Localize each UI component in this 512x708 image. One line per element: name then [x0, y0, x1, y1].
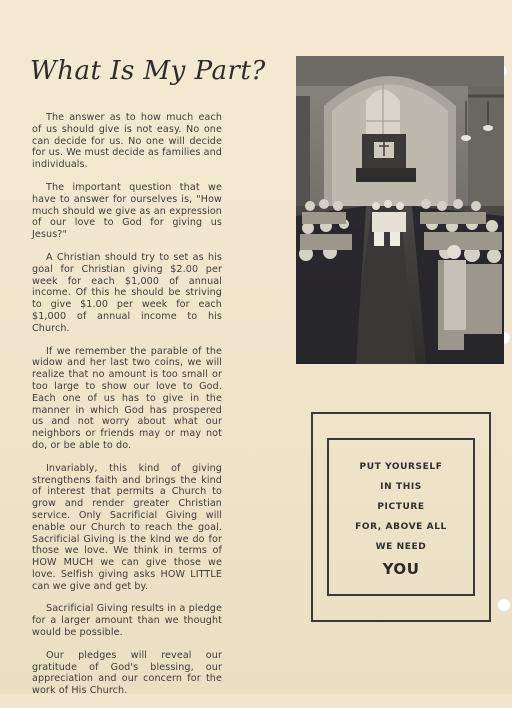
church-interior-photo — [296, 56, 504, 364]
callout-line-5: WE NEED — [375, 541, 427, 552]
callout-emphasis: YOU — [382, 559, 420, 578]
paragraph-2: The important question that we have to answer for ourselves is, "How much should we give as an expression of our love to God for giving us Jesus?" — [32, 181, 222, 241]
callout-inner-box — [327, 438, 475, 596]
paragraph-4: If we remember the parable of the widow and her last two coins, we will realize that no amount is too small or too large to show our love to God. Each one of us has to give in the manner in which God has prospered us and not worry about what our neighbors or friends may or may not do, or be able to do. — [32, 345, 222, 451]
paragraph-1: The answer as to how much each of us should give is not easy. No one can decide for us. No one will decide for us. We must decide as families and individuals. — [32, 112, 222, 171]
callout-line-2: IN THIS — [380, 481, 422, 492]
page-title: What Is My Part? — [30, 56, 266, 86]
paragraph-7: Our pledges will reveal our gratitude of God's blessing, our appreciation and our concern for the work of His Church. — [32, 649, 222, 697]
body-text — [32, 112, 222, 708]
callout-line-3: PICTURE — [377, 501, 425, 512]
callout-line-1: PUT YOURSELF — [359, 461, 443, 472]
paragraph-3: A Christian should try to set as his goal for Christian giving $2.00 per week for each $1,000 of annual income. Of this he should be striving to give $1.00 per week for each $1,000 of annual income to his Church. — [32, 251, 222, 334]
binder-hole-bottom — [497, 598, 511, 612]
church-photo-image — [296, 56, 504, 364]
paragraph-6: Sacrificial Giving results in a pledge for a larger amount than we thought would be possible. — [32, 603, 222, 639]
callout-box — [311, 412, 491, 622]
callout-line-4: FOR, ABOVE ALL — [355, 521, 447, 532]
paragraph-5: Invariably, this kind of giving strengthens faith and brings the kind of interest that permits a Church to grow and render greater Christian service. Only Sacrificial Giving will enable our Church to reach the goal. Sacrificial Giving is the kind we do for those we love. We think in terms of HOW MUCH we can give those we love. Selfish giving asks HOW LITTLE can we give and get by. — [32, 462, 222, 592]
